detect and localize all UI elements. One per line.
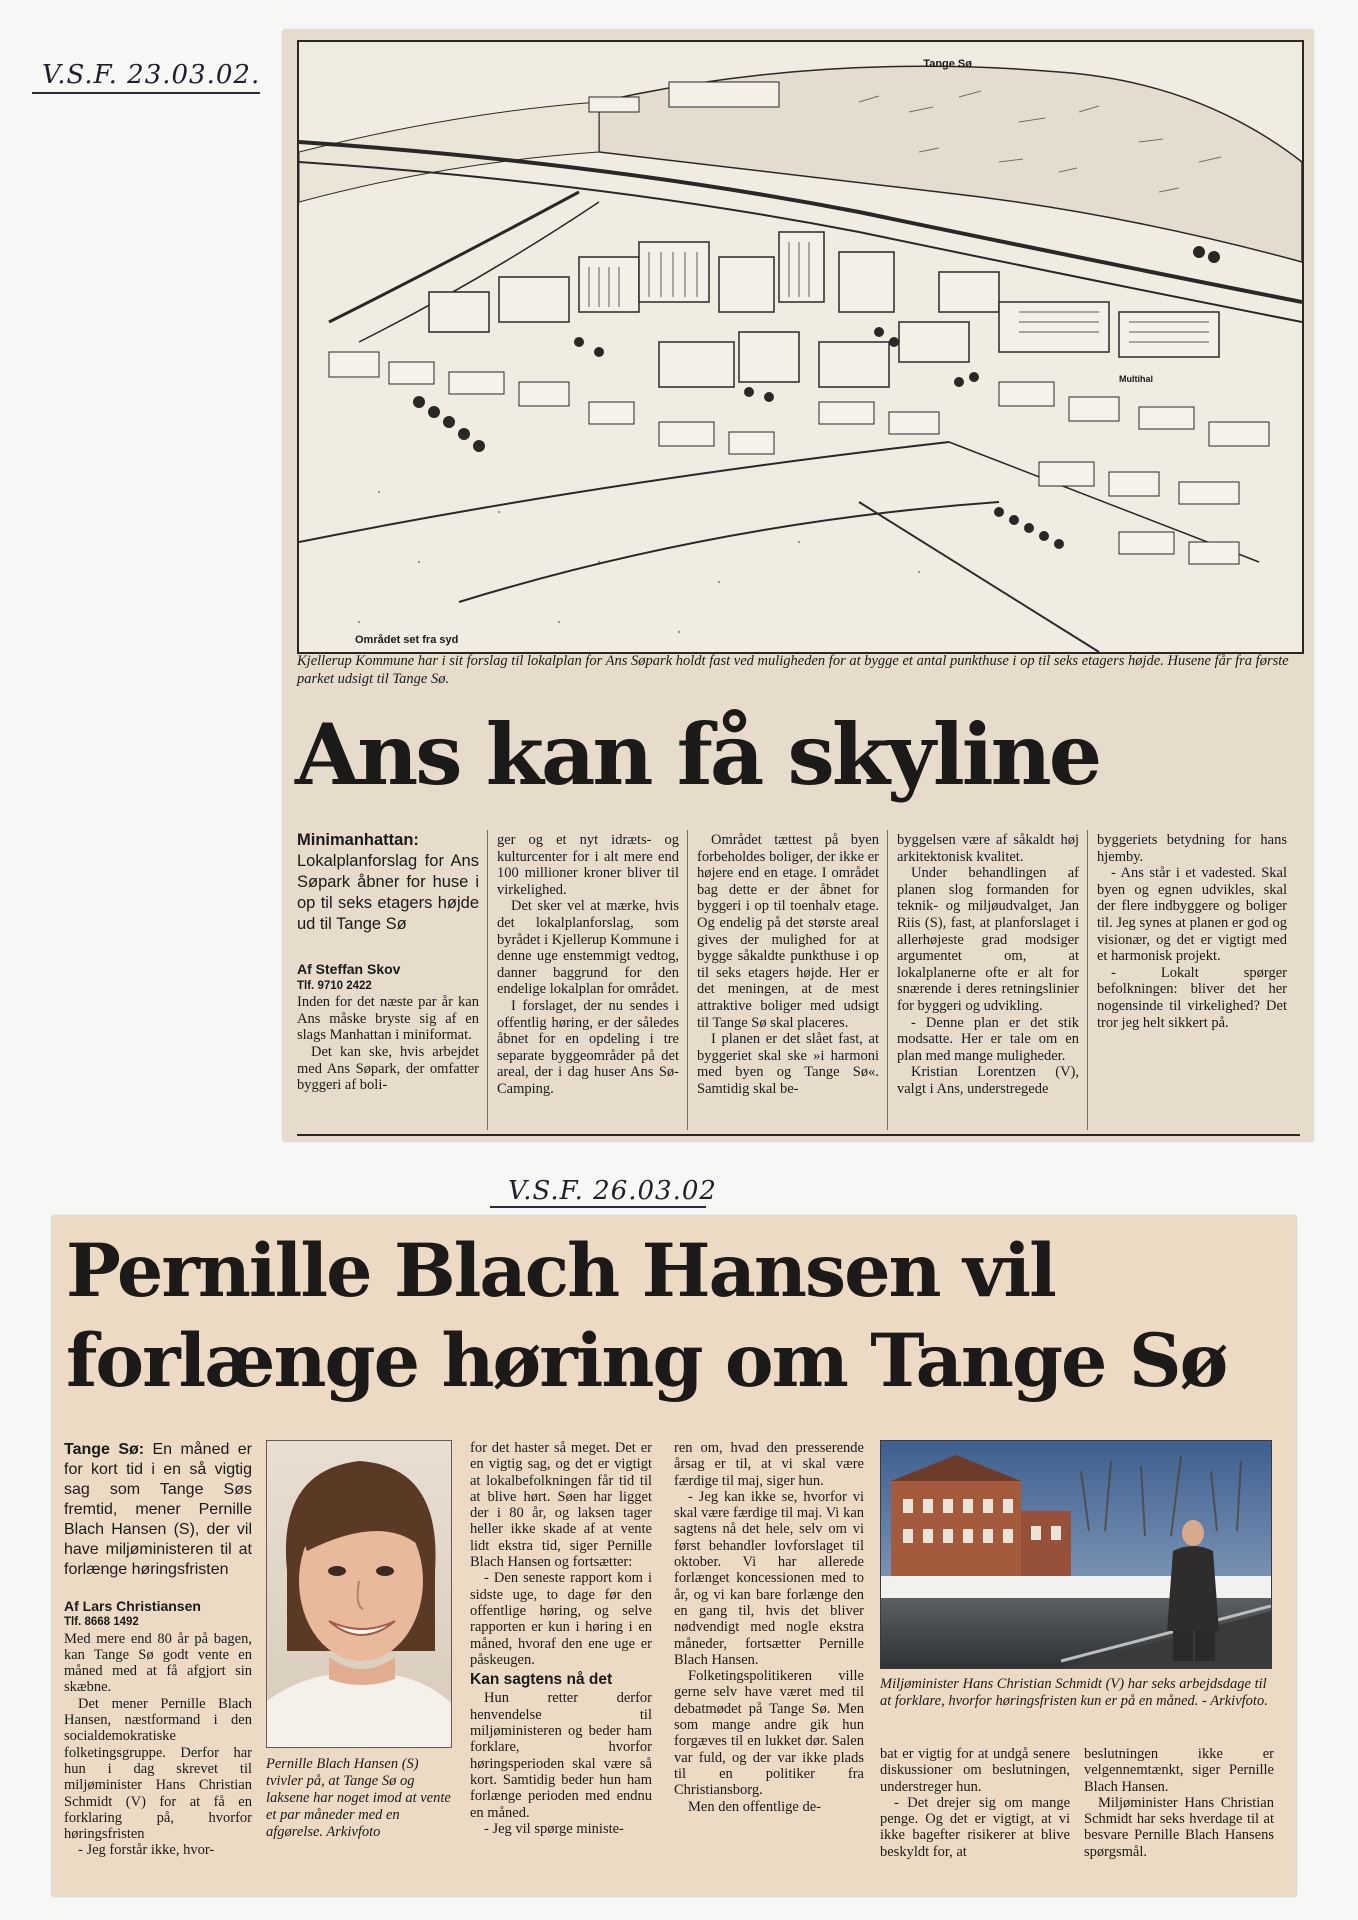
illustration-caption: Kjellerup Kommune har i sit forslag til lokalplan for Ans Søpark holdt fast ved muligheden for at bygge et antal punkthuse i op til seks etagers højde. Husene får fra første parket udsigt til Tange Sø. <box>297 653 1289 687</box>
article-column-3 <box>470 1440 652 1837</box>
paragraph: Det kan ske, hvis arbejdet med Ans Søpark, der omfatter byggeri af boli- <box>297 1043 479 1094</box>
paragraph: Inden for det næste par år kan Ans måske bryste sig af en slags Manhattan i miniformat. <box>297 994 479 1044</box>
paragraph: - Lokalt spørger befolkningen: bliver det her nogensinde til virkelighed? Det tror jeg helt sikkert på. <box>1097 964 1287 1031</box>
article-column-2 <box>497 832 679 1098</box>
illustration-label-view: Området set fra syd <box>355 634 459 646</box>
article-byline: Af Lars Christiansen <box>64 1598 201 1614</box>
column-rule <box>1087 830 1088 1130</box>
paragraph: byggelsen være af såkaldt høj arkitektonisk kvalitet. <box>897 832 1079 865</box>
paragraph: Miljøminister Hans Christian Schmidt har seks hverdage til at besvare Pernille Blach Hansens spørgsmål. <box>1084 1794 1274 1860</box>
article-phone: Tlf. 8668 1492 <box>64 1616 139 1629</box>
paragraph: - Jeg vil spørge ministe- <box>484 1820 624 1837</box>
handwritten-underline-middle <box>490 1206 706 1208</box>
article-headline <box>66 1226 1226 1406</box>
kicker-label: Minimanhattan: <box>297 831 419 849</box>
article-subhead: Kan sagtens nå det <box>470 1671 613 1689</box>
article-column-1 <box>64 1440 252 1859</box>
article-column-4 <box>897 832 1079 1098</box>
kicker-label: Tange Sø: <box>64 1441 145 1458</box>
paragraph: byggeriets betydning for hans hjemby. <box>1097 832 1287 865</box>
paragraph: Det mener Pernille Blach Hansen, næstformand i den socialdemokratiske folketingsgruppe. Derfor har hun i dag skrevet til miljøminister Hans Christian Schmidt (V) for at få en forklaring på, hvorfor høringsfristen <box>64 1695 252 1843</box>
portrait-image <box>267 1441 451 1747</box>
paragraph: for det haster så meget. Det er en vigtig sag, og det er vigtigt at lokalbefolkningen får tid til at blive hørt. Søen har ligget der i 80 år, og laksen tager heller ikke skade af at vente lidt ekstra tid, siger Pernille Blach Hansen og fortsætter: <box>470 1440 652 1571</box>
illustration-drawing <box>299 42 1302 652</box>
minister-photo-image <box>881 1441 1271 1668</box>
portrait-caption: Pernille Blach Hansen (S) tvivler på, at Tange Sø og laksene har noget imod at vente et par måneder med en afgørelse. Arkivfoto <box>266 1756 451 1840</box>
newspaper-clipping-ans-skyline <box>283 30 1313 1141</box>
article-column-4 <box>674 1440 864 1815</box>
paragraph: Med mere end 80 år på bagen, kan Tange Sø godt vente en måned med at få afgjort sin skæbne. <box>64 1630 252 1696</box>
column-rule <box>687 830 688 1130</box>
architectural-illustration <box>297 40 1304 654</box>
column-rule <box>487 830 488 1130</box>
paragraph: - Det drejer sig om mange penge. Og det er vigtigt, at vi ikke bagefter risikerer at blive beskyldt for, at <box>880 1794 1070 1860</box>
paragraph: I planen er det slået fast, at byggeriet skal ske »i harmoni med byen og Tange Sø«. Samtidig skal be- <box>697 1031 879 1097</box>
article-column-5 <box>1097 832 1287 1031</box>
article-column-5 <box>880 1746 1070 1860</box>
paragraph: - Denne plan er det stik modsatte. Her er tale om en plan med mange muligheder. <box>897 1014 1079 1064</box>
paragraph: Kristian Lorentzen (V), valgt i Ans, understregede <box>897 1064 1079 1097</box>
paragraph: ger og et nyt idræts- og kulturcenter for i alt mere end 100 millioner kroner bliver til virkelighed. <box>497 832 679 898</box>
article-column-6 <box>1084 1746 1274 1860</box>
paragraph: Det sker vel at mærke, hvis det lokalplanforslag, som byrådet i Kjellerup Kommune i denne uge enstemmigt vedtog, danner baggrund for den endelige lokalplan for området. <box>497 898 680 998</box>
article-kicker <box>64 1440 252 1580</box>
handwritten-date-top: V.S.F. 23.03.02. <box>42 60 261 90</box>
newspaper-clipping-tange-so <box>52 1216 1296 1896</box>
portrait-photo <box>266 1440 452 1748</box>
article-kicker <box>297 830 479 935</box>
paragraph: Under behandlingen af planen slog formanden for teknik- og miljøudvalget, Jan Riis (S), fast, at planforslaget i allerhøjeste grad modsiger argumentet om, at lokalplanerne ofte er alt for snærende i deres retningslinier for byggeri og udvikling. <box>897 865 1079 1014</box>
headline-line-1: Pernille Blach Hansen vil <box>66 1228 1055 1314</box>
photo-caption: Miljøminister Hans Christian Schmidt (V) har seks arbejdsdage til at forklare, hvorfor høringsfristen kun er på en måned. - Arkivfoto. <box>880 1676 1268 1709</box>
article-column-1 <box>297 830 479 1094</box>
handwritten-date-middle: V.S.F. 26.03.02 <box>508 1176 717 1206</box>
kicker-text: Lokalplanforslag for Ans Søpark åbner for huse i op til seks etagers højde ud til Tange Sø <box>297 852 479 933</box>
paragraph: bat er vigtig for at undgå senere diskussioner om beslutningen, understreger hun. <box>880 1746 1070 1795</box>
paragraph: - Jeg kan ikke se, hvorfor vi skal være færdige til maj. Vi kan sagtens nå det hele, selv om vi først behandler lovforslaget til oktober. Vi har allerede forlænget koncessionen med to år, og vi kan bare forlænge den en gang til, hvis det bliver nødvendigt med nogle ekstra måneder, fortsætter Pernille Blach Hansen. <box>674 1488 864 1668</box>
article-byline: Af Steffan Skov <box>297 961 401 977</box>
kicker-text: En måned er for kort tid i en så vigtig sag som Tange Søs fremtid, mener Pernille Blach Hansen (S), der vil have miljøministeren til at forlænge høringsfristen <box>64 1441 252 1578</box>
handwritten-underline-top <box>32 92 260 94</box>
article-phone: Tlf. 9710 2422 <box>297 979 372 992</box>
paragraph: I forslaget, der nu sendes i offentlig høring, er der således åbnet for en opdeling i tre separate byggeområder på det areal, der i dag huser Ans Sø-Camping. <box>497 997 679 1097</box>
paragraph: - Ans står i et vadested. Skal byen og egnen udvikles, skal der flere indbyggere og boliger til. Jeg synes at planen er god og visionær, og det er vigtigt med et harmonisk projekt. <box>1097 865 1287 965</box>
article-headline: Ans kan få skyline <box>295 705 1100 804</box>
illustration-label-building: Multihal <box>1119 374 1153 384</box>
paragraph: - Den seneste rapport kom i sidste uge, to dage før den offentlige høring, og selve rapporten er kun i høring i en måned, hvoraf den ene uge er påskeugen. <box>470 1570 652 1668</box>
paragraph: Området tættest på byen forbeholdes boliger, der ikke er højere end en etage. I området bag dette er der åbnet for byggeri i op til toenhalv etage. Og endelig på det største areal gives der mulighed for at bygge såkaldte punkthuse i op til seks etagers højde. Her er det meningen, at de mest attraktive boliger med udsigt til Tange Sø skal placeres. <box>697 832 879 1031</box>
headline-line-2: forlænge høring om Tange Sø <box>66 1318 1227 1404</box>
column-rule <box>887 830 888 1130</box>
article-column-3 <box>697 832 879 1098</box>
minister-photo <box>880 1440 1272 1669</box>
illustration-label-lake: Tange Sø <box>923 58 972 70</box>
paragraph: Hun retter derfor henvendelse til miljøministeren og beder ham forklare, hvorfor høringsperioden skal være så kort. Samtidig beder hun ham forlænge perioden med endnu en måned. <box>470 1690 652 1821</box>
paragraph: Folketingspolitikeren ville gerne selv have været med til debatmødet på Tange Sø. Men som mange andre gik hun forgæves til en lukket dør. Salen var fuld, og der var ikke plads til en politiker fra Christiansborg. <box>674 1668 864 1799</box>
paragraph: beslutningen ikke er velgennemtænkt, siger Pernille Blach Hansen. <box>1084 1746 1274 1795</box>
paragraph: ren om, hvad den presserende årsag er til, at vi skal være færdige til maj, siger hun. <box>674 1440 864 1489</box>
bottom-rule <box>297 1134 1300 1136</box>
paragraph: - Jeg forstår ikke, hvor- <box>78 1842 215 1859</box>
paragraph: Men den offentlige de- <box>688 1798 822 1815</box>
